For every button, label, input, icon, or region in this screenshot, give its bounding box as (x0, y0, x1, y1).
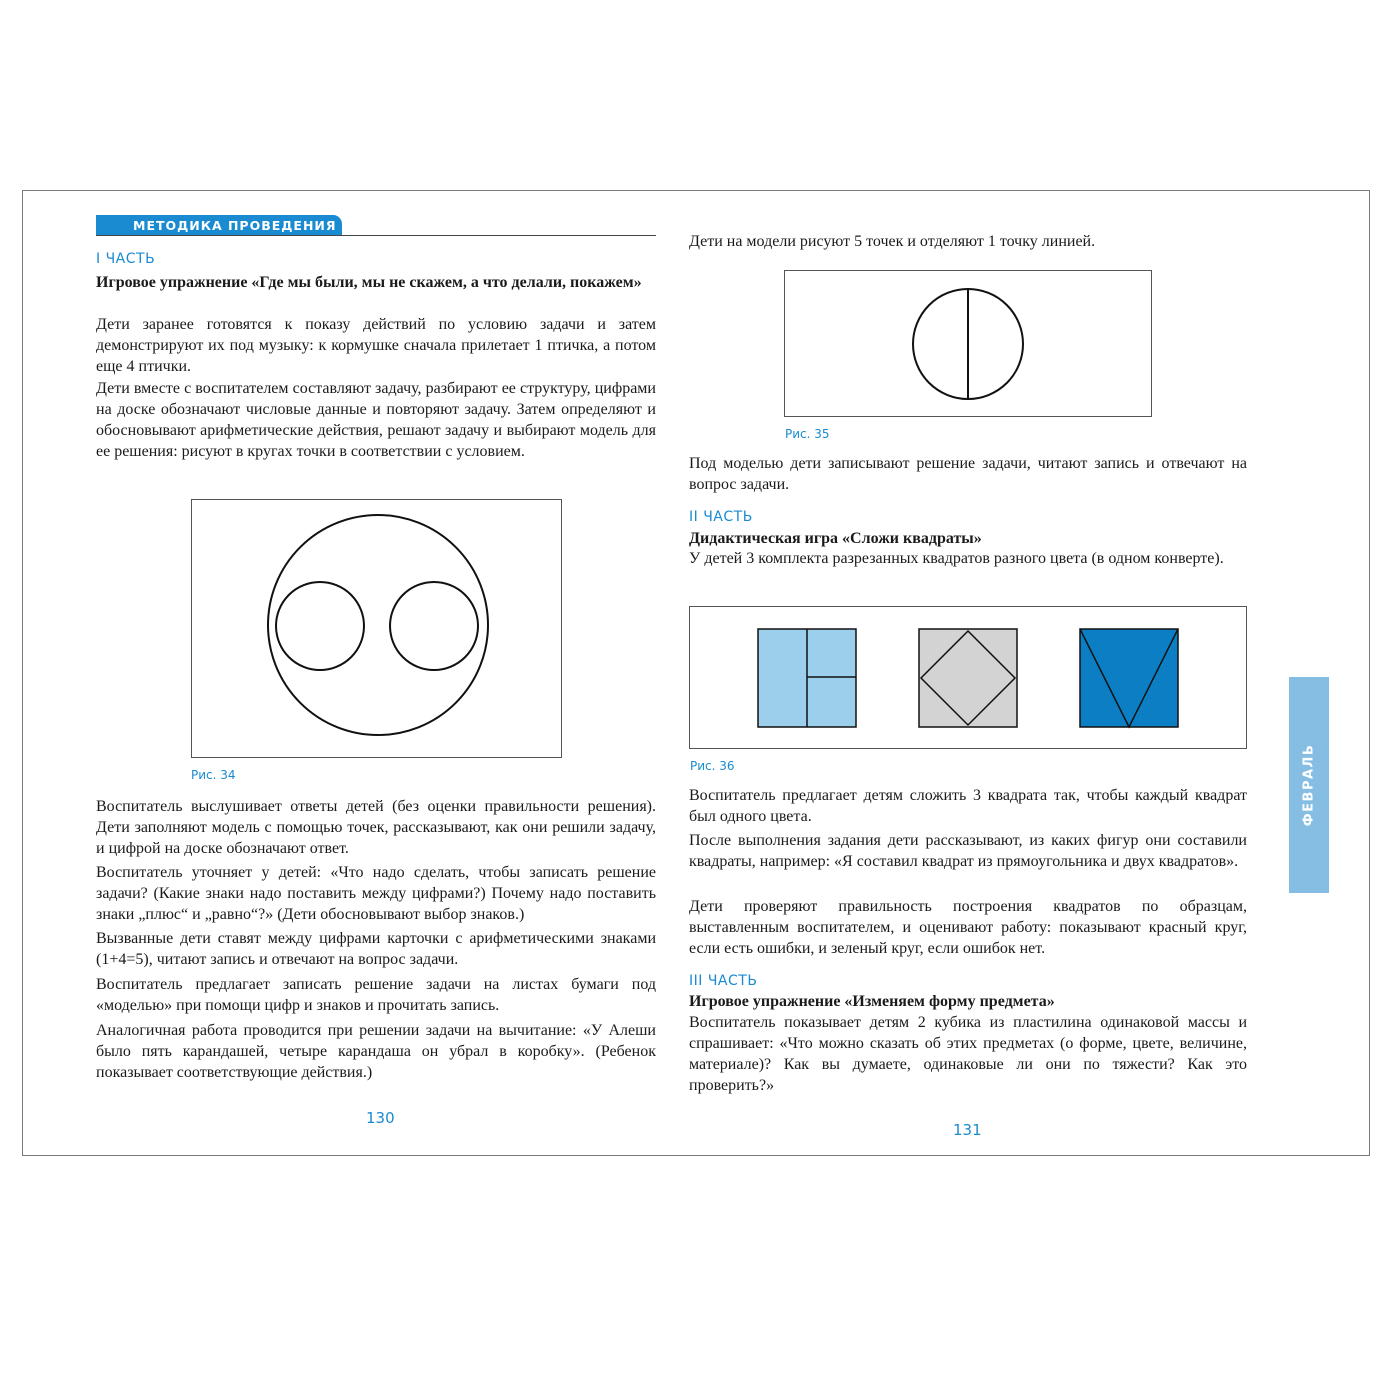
figure-34-caption: Рис. 34 (191, 768, 236, 782)
right-paragraph-4: Воспитатель предлагает детям сложить 3 квадрата так, чтобы каждый квадрат был одного цвета. (689, 787, 1247, 825)
part-2-heading: II ЧАСТЬ (689, 509, 753, 525)
exercise-2-title: Игровое упражнение «Изменяем форму предмета» (689, 993, 1055, 1010)
header-rule (96, 235, 656, 236)
right-paragraph-3: У детей 3 комплекта разрезанных квадратов разного цвета (в одном конверте). (689, 550, 1224, 567)
dark-blue-square (1080, 629, 1178, 727)
right-paragraph-1: Дети на модели рисуют 5 точек и отделяют 1 точку линией. (689, 233, 1096, 250)
figure-36-drawing (690, 607, 1246, 748)
figure-36 (689, 606, 1247, 749)
part-1-heading: I ЧАСТЬ (96, 251, 156, 267)
right-paragraph-5: После выполнения задания дети рассказывают, из каких фигур они составили квадраты, например: «Я составил квадрат из прямоугольника и двух квадратов». (689, 832, 1247, 870)
section-header-tab (96, 215, 342, 236)
left-paragraph-4: Воспитатель уточняет у детей: «Что надо сделать, чтобы записать решение задачи? (Какие знаки надо поставить между цифрами?) Почему надо поставить знаки „плюс“ и „равно“?» (Дети обосновывают выбор знаков.) (96, 864, 656, 923)
right-paragraph-6: Дети проверяют правильность построения квадратов по образцам, выставленным воспитателем, и оценивают работу: показывают красный круг, если есть ошибки, и зеленый круг, если ошибок нет. (689, 898, 1247, 957)
left-paragraph-1: Дети заранее готовятся к показу действий по условию задачи и затем демонстрируют их под музыку: к кормушке сначала прилетает 1 птичка, а потом еще 4 птички. (96, 316, 656, 375)
figure-35-caption: Рис. 35 (785, 427, 830, 441)
section-header-title: МЕТОДИКА ПРОВЕДЕНИЯ (133, 218, 337, 233)
gray-square (919, 629, 1017, 727)
month-side-tab (1289, 677, 1329, 893)
left-paragraph-3: Воспитатель выслушивает ответы детей (без оценки правильности решения). Дети заполняют модель с помощью точек, рассказывают, как они решили задачу, и цифрой на доске обозначают ответ. (96, 798, 656, 857)
page-number-left: 130 (366, 1109, 395, 1127)
figure-36-caption: Рис. 36 (690, 759, 735, 773)
left-paragraph-5: Вызванные дети ставят между цифрами карточки с арифметическими знаками (1+4=5), читают запись и отвечают на вопрос задачи. (96, 930, 656, 968)
page-number-right: 131 (953, 1121, 982, 1139)
figure-35-drawing (785, 271, 1151, 416)
figure-34 (191, 499, 562, 758)
right-paragraph-2: Под моделью дети записывают решение задачи, читают запись и отвечают на вопрос задачи. (689, 455, 1247, 493)
left-paragraph-6: Воспитатель предлагает записать решение задачи на листах бумаги под «моделью» при помощи цифр и знаков и прочитать запись. (96, 976, 656, 1014)
figure-35 (784, 270, 1152, 417)
left-paragraph-7: Аналогичная работа проводится при решении задачи на вычитание: «У Алеши было пять карандашей, четыре карандаша он убрал в коробку». (Ребенок показывает соответствующие действия.) (96, 1022, 656, 1081)
month-side-tab-label: ФЕВРАЛЬ (1301, 743, 1317, 827)
left-paragraph-2: Дети вместе с воспитателем составляют задачу, разбирают ее структуру, цифрами на доске обозначают числовые данные и повторяют задачу. Затем определяют и обосновывают арифметические действия, решают задачу и выбирают модель для ее решения: рисуют в кругах точки в соответствии с условием. (96, 380, 656, 460)
game-title: Дидактическая игра «Сложи квадраты» (689, 530, 982, 547)
figure-34-drawing (192, 500, 561, 757)
part-3-heading: III ЧАСТЬ (689, 973, 758, 989)
exercise-title: Игровое упражнение «Где мы были, мы не скажем, а что делали, покажем» (96, 274, 642, 291)
right-paragraph-7: Воспитатель показывает детям 2 кубика из пластилина одинаковой массы и спрашивает: «Что можно сказать об этих предметах (о форме, цвете, величине, материале)? Как вы думаете, одинаковые ли они по тяжести? Как это проверить?» (689, 1014, 1247, 1094)
